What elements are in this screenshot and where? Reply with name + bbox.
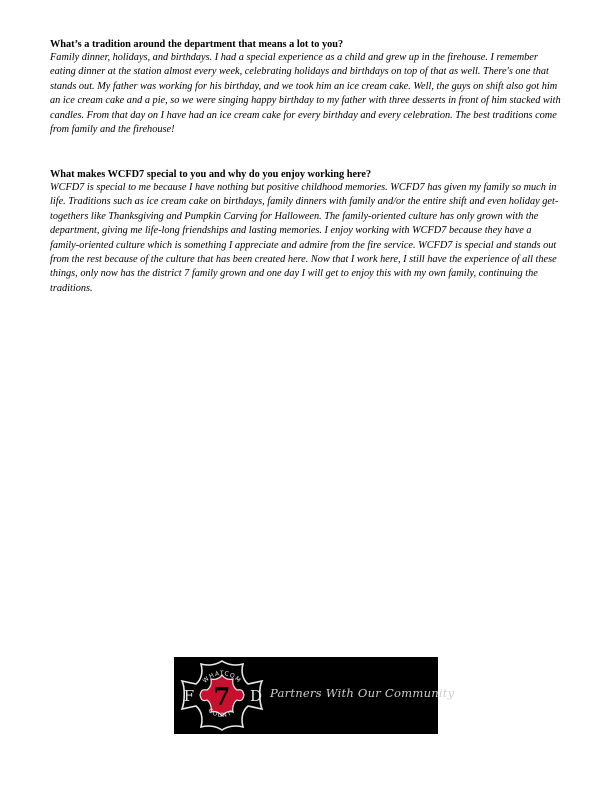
qa-section-special [50, 168, 562, 296]
logo-letter-f: F [183, 687, 195, 705]
qa-section-tradition [50, 38, 562, 137]
logo-letter-d: D [249, 687, 263, 705]
logo-bottom-text: COUNTY [206, 707, 238, 720]
logo-number: 7 [213, 682, 231, 711]
footer-banner [174, 657, 455, 734]
logo-top-text: WHATCOM [201, 669, 243, 685]
fire-department-logo-icon [174, 657, 270, 734]
banner-tagline: Partners With Our Community [270, 686, 455, 700]
answer-text: Family dinner, holidays, and birthdays. I had a special experience as a child and grew up in the firehouse. I remember eating dinner at the station almost every week, celebrating holidays and birthdays on top of that as well. There's one that stands out. My father was working for his birthday, and we took him an ice cream cake. Well, the guys on shift also got him an ice cream cake and a pie, so we were singing happy birthday to my father with three desserts in front of him stacked with candles. From that day on I have had an ice cream cake for every birthday and every celebration. The best traditions come from family and the firehouse! [50, 52, 561, 136]
question-heading: What makes WCFD7 special to you and why do you enjoy working here? [50, 169, 372, 180]
answer-text: WCFD7 is special to me because I have nothing but positive childhood memories. WCFD7 has given my family so much in life. Traditions such as ice cream cake on birthdays, family dinners with family and/or the entire shift and even holiday get-togethers like Thanksgiving and Pumpkin Carving for Halloween. The family-oriented culture has only grown with the department, giving me life-long friendships and lasting memories. I enjoy working with WCFD7 because they have a family-oriented culture which is something I appreciate and admire from the fire service. WCFD7 is special and stands out from the rest because of the culture that has been created here. Now that I work here, I still have the experience of all these things, only now has the district 7 family grown and one day I will get to enjoy this with my own family, continuing the traditions. [50, 182, 559, 294]
question-heading: What’s a tradition around the department that means a lot to you? [50, 39, 344, 50]
